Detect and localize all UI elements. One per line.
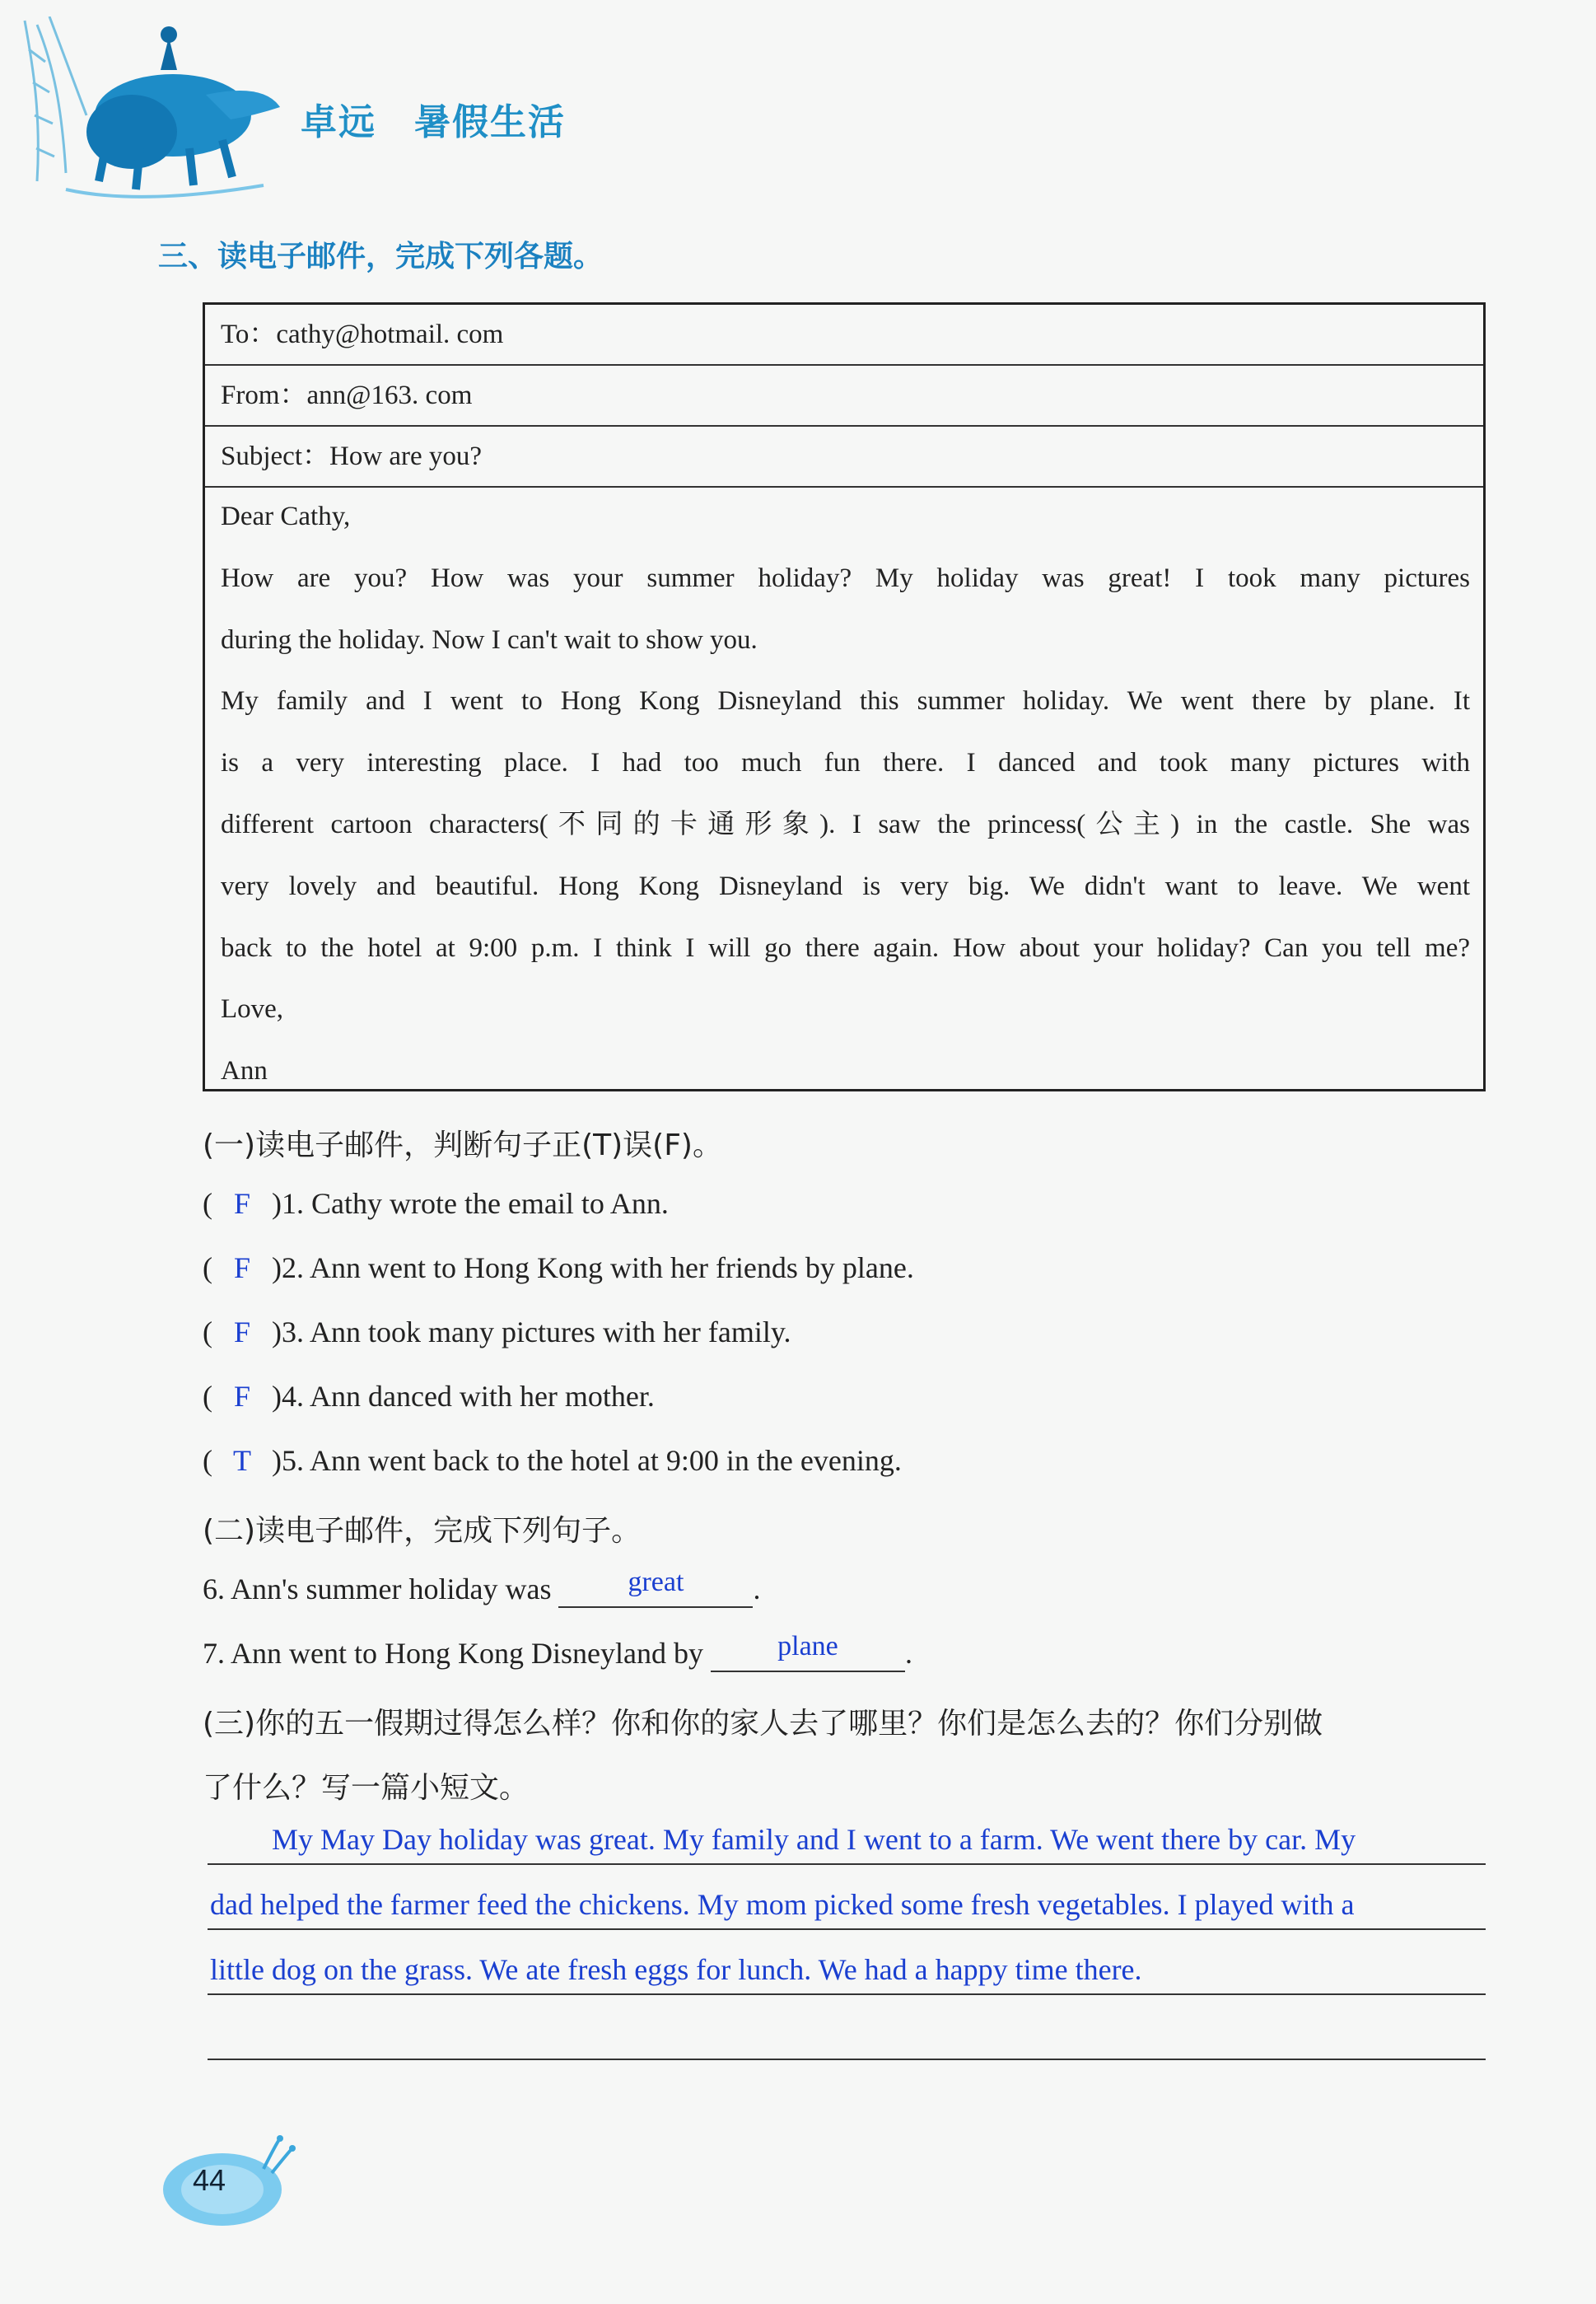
essay-line-2: dad helped the farmer feed the chickens. My mom picked some fresh vegetables. I played with a xyxy=(210,1888,1355,1921)
email-line: Dear Cathy, xyxy=(221,502,351,531)
tf-answer: T xyxy=(233,1444,251,1477)
email-to: To：cathy@hotmail. com xyxy=(205,305,1483,366)
tf-statement: )5. Ann went back to the hotel at 9:00 in the evening. xyxy=(272,1444,902,1477)
email-line: different cartoon characters(不同的卡通形象). I saw the princess(公主) in the castle. She was xyxy=(221,809,1470,839)
tf-item-1 xyxy=(203,1186,669,1221)
tf-item-5 xyxy=(203,1443,902,1478)
snail-icon xyxy=(156,2132,296,2231)
question-6 xyxy=(203,1567,761,1608)
writing-rule xyxy=(208,1863,1486,1865)
writing-rule xyxy=(208,1928,1486,1930)
open-paren: ( xyxy=(203,1316,212,1348)
email-line: during the holiday. Now I can't wait to show you. xyxy=(221,624,758,655)
period: . xyxy=(904,1637,912,1670)
email-line: very lovely and beautiful. Hong Kong Disneyland is very big. We didn't want to leave. We went xyxy=(221,871,1470,901)
essay-line-3: little dog on the grass. We ate fresh eggs for lunch. We had a happy time there. xyxy=(210,1953,1142,1986)
part1-heading: (一)读电子邮件，判断句子正(T)误(F)。 xyxy=(203,1129,722,1162)
part3-heading-line1: (三)你的五一假期过得怎么样？你和你的家人去了哪里？你们是怎么去的？你们分别做 xyxy=(203,1707,1323,1741)
email-line: Love, xyxy=(221,994,284,1025)
ox-rider-illustration-icon xyxy=(16,16,288,206)
open-paren: ( xyxy=(203,1444,212,1477)
email-line: How are you? How was your summer holiday? My holiday was great! I took many pictures xyxy=(221,563,1470,593)
tf-answer: F xyxy=(233,1251,251,1284)
q7-prompt: 7. Ann went to Hong Kong Disneyland by xyxy=(203,1637,703,1670)
tf-statement: )4. Ann danced with her mother. xyxy=(272,1380,655,1413)
email-body xyxy=(221,486,1470,1102)
question-7 xyxy=(203,1631,912,1672)
open-paren: ( xyxy=(203,1380,212,1413)
email-from: From：ann@163. com xyxy=(205,366,1483,427)
email-line: is a very interesting place. I had too much fun there. I danced and took many pictures with xyxy=(221,748,1470,778)
open-paren: ( xyxy=(203,1187,212,1220)
tf-statement: )2. Ann went to Hong Kong with her friends by plane. xyxy=(272,1251,914,1284)
email-line: Ann xyxy=(221,1056,268,1087)
tf-statement: )3. Ann took many pictures with her family. xyxy=(272,1316,791,1348)
q6-answer: great xyxy=(628,1567,684,1597)
essay-line-1: My May Day holiday was great. My family and I went to a farm. We went there by car. My xyxy=(272,1823,1356,1856)
q7-blank[interactable] xyxy=(711,1631,905,1672)
page-number: 44 xyxy=(193,2163,226,2197)
q7-answer: plane xyxy=(777,1631,838,1661)
header-title: 卓远 暑假生活 xyxy=(301,101,566,143)
tf-item-4 xyxy=(203,1379,655,1414)
tf-answer: F xyxy=(233,1316,251,1348)
tf-item-3 xyxy=(203,1315,791,1349)
page-number-badge xyxy=(156,2132,296,2231)
tf-statement: )1. Cathy wrote the email to Ann. xyxy=(272,1187,669,1220)
email-line: My family and I went to Hong Kong Disneyland this summer holiday. We went there by plane. It xyxy=(221,686,1470,717)
header-illustration xyxy=(16,16,288,206)
writing-rule xyxy=(208,1993,1486,1995)
period: . xyxy=(753,1573,761,1605)
q6-prompt: 6. Ann's summer holiday was xyxy=(203,1573,552,1605)
q6-blank[interactable] xyxy=(558,1567,753,1608)
open-paren: ( xyxy=(203,1251,212,1284)
tf-item-2 xyxy=(203,1250,914,1285)
tf-answer: F xyxy=(233,1380,251,1413)
part2-heading: (二)读电子邮件，完成下列句子。 xyxy=(203,1514,642,1548)
section-title: 三、读电子邮件，完成下列各题。 xyxy=(158,240,604,273)
writing-rule xyxy=(208,2059,1486,2060)
tf-answer: F xyxy=(233,1187,251,1220)
part3-heading-line2: 了什么？写一篇小短文。 xyxy=(203,1771,530,1805)
email-line: back to the hotel at 9:00 p.m. I think I will go there again. How about your holiday? Can you tell me? xyxy=(221,932,1470,963)
email-box xyxy=(203,302,1486,1091)
email-subject: Subject：How are you? xyxy=(205,427,1483,488)
